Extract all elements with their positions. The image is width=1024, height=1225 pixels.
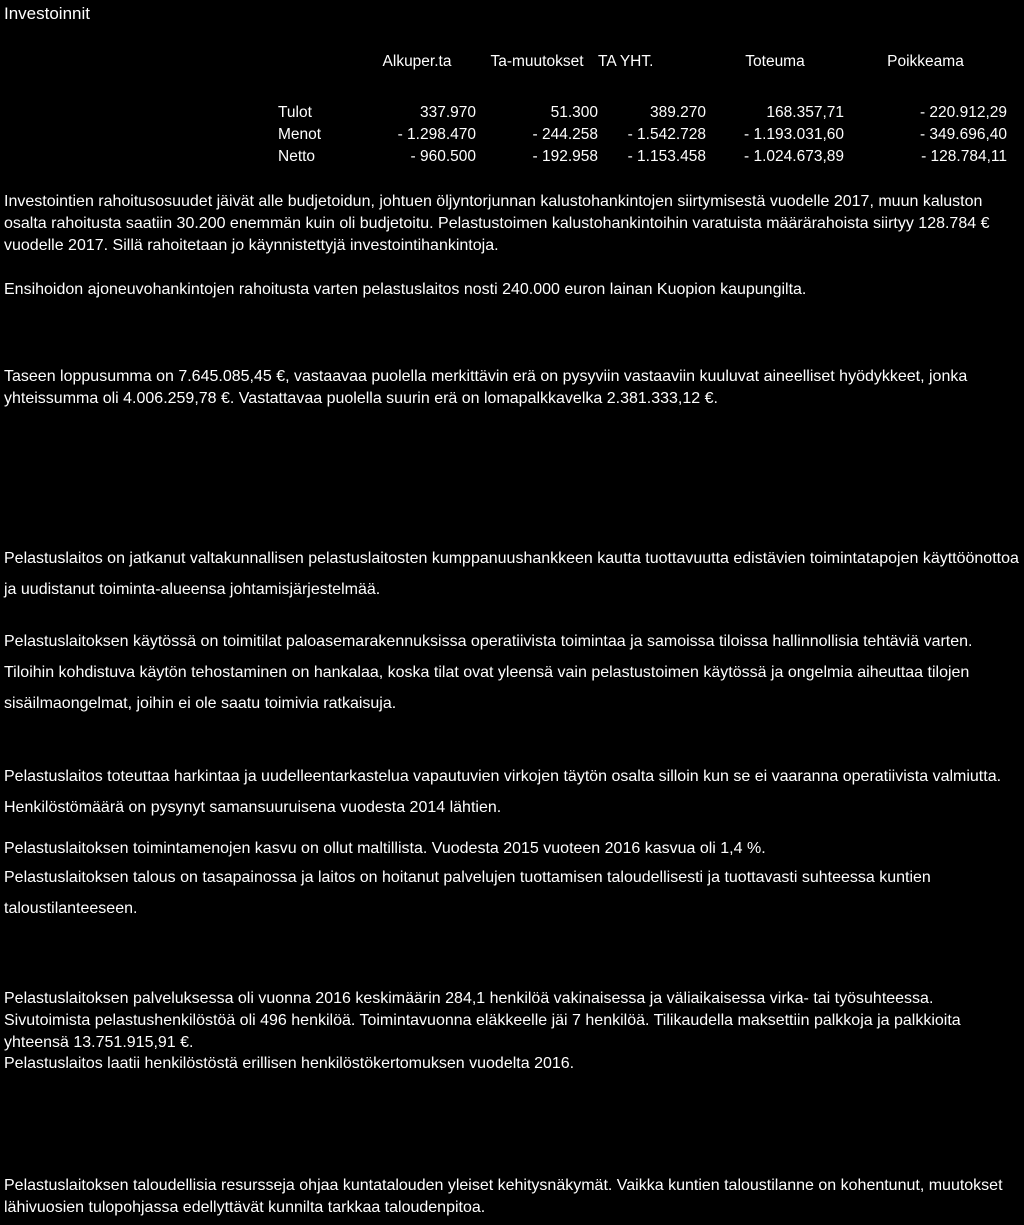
table-row bbox=[278, 124, 1007, 146]
table-cell: - 349.696,40 bbox=[919, 126, 1007, 143]
paragraph-personnel-report: Pelastuslaitos laatii henkilöstöstä erillisen henkilöstökertomuksen vuodelta 2016. bbox=[4, 1055, 575, 1072]
col-header-ta-yht: TA YHT. bbox=[598, 53, 654, 70]
paragraph-economic-outlook: Pelastuslaitoksen taloudellisia resursseja ohjaa kuntatalouden yleiset kehitysnäkymät. Vaikka kuntien taloustilanne on kohentunut, muutokset lähivuosien tulopohjassa edellyttävät kunnilta tarkkaa taloudenpitoa. bbox=[4, 1177, 1003, 1216]
table-cell: - 1.298.470 bbox=[397, 126, 476, 143]
table-cell: - 960.500 bbox=[410, 148, 476, 165]
paragraph-facilities: Pelastuslaitoksen käytössä on toimitilat paloasemarakennuksissa operatiivista toimintaa ja samoissa tiloissa hallinnollisia tehtäviä varten. Tiloihin kohdistuva käytön tehostaminen on hankalaa, koska tilat ovat yleensä vain pelastustoimen käytössä ja ongelmia aiheuttaa tilojen sisäilmaongelmat, joihin ei ole saatu toimivia ratkaisuja. bbox=[4, 633, 973, 712]
section-heading: Investoinnit bbox=[4, 4, 90, 23]
table-header-row bbox=[278, 50, 1007, 74]
table-cell: - 1.153.458 bbox=[627, 148, 706, 165]
paragraph-balance-sheet: Taseen loppusumma on 7.645.085,45 €, vastaavaa puolella merkittävin erä on pysyviin vastaaviin kuuluvat aineelliset hyödykkeet, jonka yhteissumma oli 4.006.259,78 €. Vastattavaa puolella suurin erä on lomapalkkavelka 2.381.333,12 €. bbox=[4, 368, 968, 407]
paragraph-partnership: Pelastuslaitos on jatkanut valtakunnallisen pelastuslaitosten kumppanuushankkeen kautta tuottavuutta edistävien toimintatapojen käyttöönottoa ja uudistanut toiminta-alueensa johtamisjärjestelmää. bbox=[4, 550, 1019, 598]
table-cell: 389.270 bbox=[649, 104, 706, 121]
col-header-poikkeama: Poikkeama bbox=[887, 53, 964, 70]
table-cell: - 128.784,11 bbox=[921, 148, 1007, 165]
table-cell: 51.300 bbox=[550, 104, 598, 121]
table-cell: - 1.542.728 bbox=[627, 126, 706, 143]
table-cell: - 192.958 bbox=[532, 148, 598, 165]
table-cell: 337.970 bbox=[419, 104, 476, 121]
table-row bbox=[278, 146, 1007, 168]
paragraph-personnel: Pelastuslaitoksen palveluksessa oli vuonna 2016 keskimäärin 284,1 henkilöä vakinaisessa ja väliaikaisessa virka- tai työsuhteessa. Sivutoimista pelastushenkilöstöä oli 496 henkilöä. Toimintavuonna eläkkeelle jäi 7 henkilöä. Tilikaudella maksettiin palkkoja ja palkkioita yhteensä 13.751.915,91 €. bbox=[4, 990, 961, 1051]
row-label: Menot bbox=[278, 126, 322, 143]
table-cell: - 220.912,29 bbox=[919, 104, 1007, 121]
row-label: Netto bbox=[278, 148, 316, 165]
paragraph-staffing: Pelastuslaitos toteuttaa harkintaa ja uudelleentarkastelua vapautuvien virkojen täytön osalta silloin kun se ei vaaranna operatiivista valmiutta. Henkilöstömäärä on pysynyt samansuuruisena vuodesta 2014 lähtien. bbox=[4, 768, 1002, 816]
table-cell: - 244.258 bbox=[532, 126, 598, 143]
col-header-ta-muutokset: Ta-muutokset bbox=[490, 53, 584, 70]
paragraph-loan: Ensihoidon ajoneuvohankintojen rahoitusta varten pelastuslaitos nosti 240.000 euron lainan Kuopion kaupungilta. bbox=[4, 281, 807, 298]
table-cell: - 1.024.673,89 bbox=[744, 148, 844, 165]
table-row bbox=[278, 102, 1007, 124]
paragraph-finances-balance: Pelastuslaitoksen talous on tasapainossa ja laitos on hoitanut palvelujen tuottamisen taloudellisesti ja tuottavasti suhteessa kuntien taloustilanteeseen. bbox=[4, 869, 931, 917]
col-header-toteuma: Toteuma bbox=[745, 53, 805, 70]
paragraph-investment-funding: Investointien rahoitusosuudet jäivät alle budjetoidun, johtuen öljyntorjunnan kalustohankintojen siirtymisestä vuodelle 2017, muun kaluston osalta rahoitusta saatiin 30.200 enemmän kuin oli budjetoitu. Pelastustoimen kalustohankintoihin varatuista määrärahoista siirtyy 128.784 € vuodelle 2017. Sillä rahoitetaan jo käynnistettyjä investointihankintoja. bbox=[4, 193, 990, 254]
table-cell: 168.357,71 bbox=[766, 104, 844, 121]
investment-budget-table bbox=[278, 50, 1007, 168]
paragraph-operating-costs: Pelastuslaitoksen toimintamenojen kasvu on ollut maltillista. Vuodesta 2015 vuoteen 2016 kasvua oli 1,4 %. bbox=[4, 840, 766, 857]
col-header-alkuper: Alkuper.ta bbox=[382, 53, 452, 70]
header-spacer bbox=[278, 50, 358, 74]
table-cell: - 1.193.031,60 bbox=[744, 126, 844, 143]
row-label: Tulot bbox=[278, 104, 312, 121]
